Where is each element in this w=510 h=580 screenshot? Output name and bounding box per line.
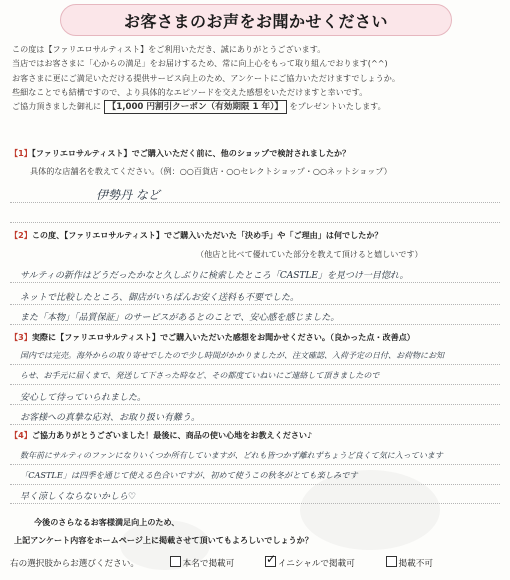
question-text: この度、【ファリエロサルティスト】でご購入いただいた「決め手」や「ご理由」は何でしたか？ (31, 230, 383, 240)
answer-line (10, 202, 500, 203)
answer-4-line: 数年前にサルティのファンになりいくつか所有していますが、どれも皆つかず離れずちょうど良くて気に入っています (20, 451, 443, 460)
intro-present: をプレゼントいたします。 (289, 101, 386, 112)
question-3 (10, 332, 415, 343)
answer-line (10, 503, 500, 504)
question-text: 【ファリエロサルティスト】でご購入いただく前に、他のショップで検討されましたか？ (31, 148, 351, 158)
intro-line: お客さまに更にご満足いただける提供サービス向上のため、アンケートにご協力いただけますでしょうか。 (12, 72, 400, 83)
option-real-name[interactable]: 本名で掲載可 (170, 559, 235, 569)
answer-4-line: 「CASTLE」は四季を通じて使える色合いですが、初めて使うこの秋冬がとても楽しみです (20, 470, 358, 480)
publish-options (10, 556, 433, 569)
intro-line (12, 99, 498, 114)
answer-line (10, 364, 500, 365)
question-number: 【1】 (10, 148, 32, 158)
answer-line (10, 404, 500, 405)
answer-3-line: 国内では完売。海外からの取り寄せでしたので少し時間がかかりましたが、注文確認、入荷予定の日付、お荷物にお知 (20, 351, 444, 360)
survey-title: お客さまのお声をお聞かせください (60, 4, 452, 36)
question-1-sub: 具体的な店舗名を教えてください。（例：○○百貨店・○○セレクトショップ・○○ネットショップ） (30, 166, 392, 176)
intro-line: この度は【ファリエロサルティスト】をご利用いただき、誠にありがとうございます。 (12, 44, 326, 54)
paper-smudge (300, 470, 440, 550)
answer-line (10, 324, 500, 325)
answer-line (10, 484, 500, 485)
question-text: ご協力ありがとうございました！最後に、商品の使い心地をお教えください♪ (31, 430, 313, 440)
checkbox[interactable] (170, 556, 181, 567)
coupon-badge: 【1,000 円割引クーポン（有効期限 1 年）】 (104, 100, 287, 114)
answer-line (10, 222, 500, 223)
question-number: 【4】 (10, 430, 32, 440)
checkbox[interactable] (386, 556, 397, 567)
option-initials[interactable]: ✓ イニシャルで掲載可 (265, 559, 355, 569)
answer-line (10, 464, 500, 465)
question-2-sub: （他店と比べて優れていた部分を教えて頂けると嬉しいです） (196, 249, 423, 259)
intro-thanks: ご協力頂きました御礼に (12, 101, 102, 112)
answer-line (10, 384, 500, 385)
answer-3-line: お客様への真摯な応対、お取り扱い有難う。 (20, 413, 201, 423)
options-prompt: 右の選択肢からお選びください。 (10, 559, 139, 569)
option-decline[interactable]: 掲載不可 (386, 559, 433, 569)
closing-line-2: 上記アンケート内容をホームページ上に掲載させて頂いてもよろしいでしょうか？ (14, 535, 313, 545)
answer-3-line: 安心して待っていられました。 (20, 393, 147, 403)
answer-line (10, 282, 500, 283)
closing-line-1: 今後のさらなるお客様満足向上のため、 (34, 517, 180, 527)
question-text: 実際に【ファリエロサルティスト】でご購入いただいた感想をお聞かせください。（良かった点・改善点） (31, 332, 415, 342)
question-4 (10, 430, 312, 441)
answer-line (10, 424, 500, 425)
question-number: 【2】 (10, 230, 32, 240)
question-2 (10, 230, 383, 241)
question-number: 【3】 (10, 332, 32, 342)
intro-line: 当店ではお客さまに「心からの満足」をお届けするため、常に向上心をもって取り組んでおります(^^) (12, 58, 388, 69)
intro-line: 些細なことでも結構ですので、より具体的なエピソードを交えた感想をいただけますと幸いです。 (12, 86, 368, 97)
answer-1: 伊勢丹 など (96, 188, 160, 202)
answer-3-line: らせ、お手元に届くまで、発送して下さった時など、その都度ていねいにご連絡して頂きましたので (20, 371, 380, 380)
question-1 (10, 148, 350, 159)
checkbox-checked[interactable] (265, 556, 276, 567)
answer-4-line: 早く涼しくならないかしら♡ (20, 492, 137, 502)
answer-line (10, 304, 500, 305)
answer-2-line: また「本物」「品質保証」のサービスがあるとのことで、安心感を感じました。 (20, 313, 340, 323)
answer-2-line: ネットで比較したところ、御店がいちばんお安く送料も不要でした。 (20, 293, 300, 303)
intro-text (12, 42, 498, 114)
answer-2-line: サルティの新作はどうだったかなと久しぶりに検索したところ「CASTLE」を見つけ一目惚れ。 (20, 271, 409, 281)
